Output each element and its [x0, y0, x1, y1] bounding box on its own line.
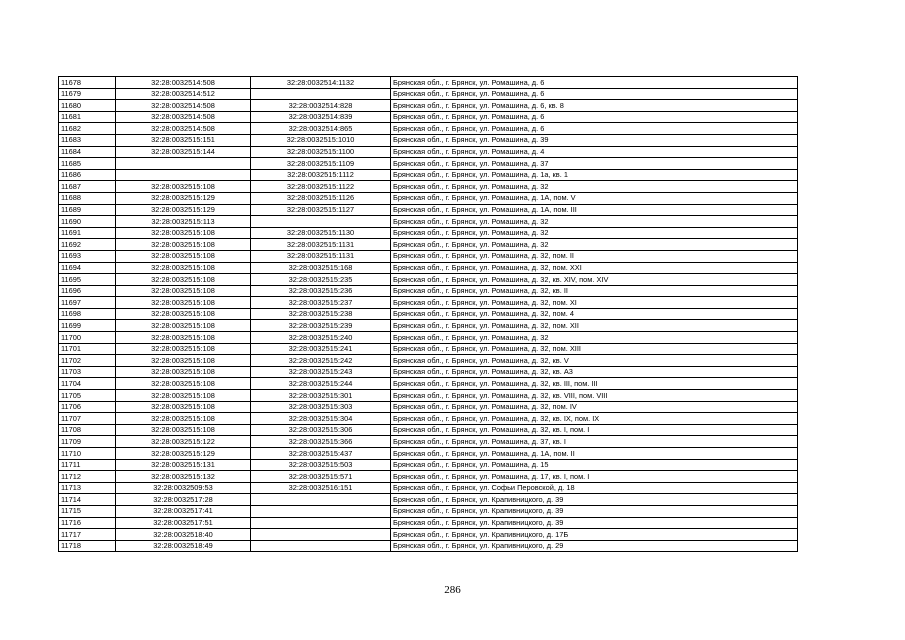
table-row [59, 250, 798, 262]
object-cadastral-number-cell: 32:28:0032515:243 [251, 366, 391, 378]
table-row [59, 262, 798, 274]
cadastral-number-cell: 32:28:0032515:108 [116, 413, 251, 425]
cadastral-number-cell: 32:28:0032515:129 [116, 448, 251, 460]
address-cell: Брянская обл., г. Брянск, ул. Ромашина, д. 32, пом. XI [391, 297, 798, 309]
table-row [59, 111, 798, 123]
registry-table [58, 76, 798, 552]
row-number-cell: 11698 [59, 308, 116, 320]
table-row [59, 343, 798, 355]
object-cadastral-number-cell: 32:28:0032515:1130 [251, 227, 391, 239]
cadastral-number-cell: 32:28:0032515:108 [116, 320, 251, 332]
row-number-cell: 11714 [59, 494, 116, 506]
row-number-cell: 11702 [59, 355, 116, 367]
table-row [59, 320, 798, 332]
table-row [59, 390, 798, 402]
row-number-cell: 11710 [59, 448, 116, 460]
address-cell: Брянская обл., г. Брянск, ул. Ромашина, д. 37, кв. I [391, 436, 798, 448]
row-number-cell: 11689 [59, 204, 116, 216]
row-number-cell: 11688 [59, 192, 116, 204]
object-cadastral-number-cell: 32:28:0032515:239 [251, 320, 391, 332]
address-cell: Брянская обл., г. Брянск, ул. Крапивницкого, д. 39 [391, 494, 798, 506]
cadastral-number-cell: 32:28:0032514:508 [116, 111, 251, 123]
row-number-cell: 11712 [59, 471, 116, 483]
cadastral-number-cell: 32:28:0032515:129 [116, 192, 251, 204]
address-cell: Брянская обл., г. Брянск, ул. Ромашина, д. 6, кв. 8 [391, 100, 798, 112]
row-number-cell: 11703 [59, 366, 116, 378]
address-cell: Брянская обл., г. Брянск, ул. Ромашина, д. 32 [391, 216, 798, 228]
cadastral-number-cell: 32:28:0032515:108 [116, 355, 251, 367]
object-cadastral-number-cell: 32:28:0032515:240 [251, 332, 391, 344]
table-row [59, 123, 798, 135]
cadastral-number-cell: 32:28:0032514:508 [116, 123, 251, 135]
table-row [59, 413, 798, 425]
object-cadastral-number-cell: 32:28:0032515:1131 [251, 239, 391, 251]
object-cadastral-number-cell: 32:28:0032515:242 [251, 355, 391, 367]
row-number-cell: 11695 [59, 274, 116, 286]
row-number-cell: 11686 [59, 169, 116, 181]
address-cell: Брянская обл., г. Брянск, ул. Ромашина, д. 6 [391, 111, 798, 123]
table-row [59, 134, 798, 146]
cadastral-number-cell: 32:28:0032515:132 [116, 471, 251, 483]
cadastral-number-cell: 32:28:0032515:108 [116, 239, 251, 251]
cadastral-number-cell: 32:28:0032515:131 [116, 459, 251, 471]
cadastral-number-cell: 32:28:0032515:108 [116, 297, 251, 309]
object-cadastral-number-cell: 32:28:0032515:168 [251, 262, 391, 274]
address-cell: Брянская обл., г. Брянск, ул. Ромашина, д. 32 [391, 181, 798, 193]
address-cell: Брянская обл., г. Брянск, ул. Ромашина, д. 1А, пом. V [391, 192, 798, 204]
table-row [59, 204, 798, 216]
object-cadastral-number-cell: 32:28:0032514:865 [251, 123, 391, 135]
table-row [59, 332, 798, 344]
row-number-cell: 11706 [59, 401, 116, 413]
table-row [59, 158, 798, 170]
cadastral-number-cell: 32:28:0032514:508 [116, 77, 251, 89]
row-number-cell: 11705 [59, 390, 116, 402]
address-cell: Брянская обл., г. Брянск, ул. Ромашина, д. 32 [391, 239, 798, 251]
object-cadastral-number-cell: 32:28:0032515:1112 [251, 169, 391, 181]
table-row [59, 378, 798, 390]
address-cell: Брянская обл., г. Брянск, ул. Ромашина, д. 32 [391, 227, 798, 239]
address-cell: Брянская обл., г. Брянск, ул. Ромашина, д. 32, кв. III, пом. III [391, 378, 798, 390]
row-number-cell: 11707 [59, 413, 116, 425]
cadastral-number-cell: 32:28:0032514:512 [116, 88, 251, 100]
row-number-cell: 11685 [59, 158, 116, 170]
table-row [59, 448, 798, 460]
cadastral-number-cell: 32:28:0032515:108 [116, 274, 251, 286]
cadastral-number-cell: 32:28:0032517:28 [116, 494, 251, 506]
table-row [59, 227, 798, 239]
cadastral-number-cell: 32:28:0032515:108 [116, 227, 251, 239]
table-row [59, 216, 798, 228]
cadastral-number-cell: 32:28:0032515:108 [116, 378, 251, 390]
table-row [59, 366, 798, 378]
address-cell: Брянская обл., г. Брянск, ул. Ромашина, д. 6 [391, 88, 798, 100]
row-number-cell: 11715 [59, 505, 116, 517]
table-row [59, 169, 798, 181]
table-row [59, 505, 798, 517]
object-cadastral-number-cell [251, 505, 391, 517]
cadastral-number-cell: 32:28:0032515:108 [116, 262, 251, 274]
cadastral-number-cell: 32:28:0032515:108 [116, 308, 251, 320]
object-cadastral-number-cell: 32:28:0032515:241 [251, 343, 391, 355]
cadastral-number-cell: 32:28:0032514:508 [116, 100, 251, 112]
table-row [59, 459, 798, 471]
cadastral-number-cell: 32:28:0032515:108 [116, 424, 251, 436]
address-cell: Брянская обл., г. Брянск, ул. Ромашина, д. 32, пом. XXI [391, 262, 798, 274]
object-cadastral-number-cell [251, 494, 391, 506]
object-cadastral-number-cell: 32:28:0032515:1109 [251, 158, 391, 170]
cadastral-number-cell: 32:28:0032518:49 [116, 540, 251, 552]
object-cadastral-number-cell: 32:28:0032515:306 [251, 424, 391, 436]
object-cadastral-number-cell: 32:28:0032515:236 [251, 285, 391, 297]
address-cell: Брянская обл., г. Брянск, ул. Ромашина, д. 32, пом. XIII [391, 343, 798, 355]
table-row [59, 529, 798, 541]
row-number-cell: 11704 [59, 378, 116, 390]
address-cell: Брянская обл., г. Брянск, ул. Ромашина, д. 32, пом. IV [391, 401, 798, 413]
table-row [59, 471, 798, 483]
table-row [59, 297, 798, 309]
row-number-cell: 11679 [59, 88, 116, 100]
address-cell: Брянская обл., г. Брянск, ул. Ромашина, д. 32, кв. I, пом. I [391, 424, 798, 436]
address-cell: Брянская обл., г. Брянск, ул. Крапивницкого, д. 17Б [391, 529, 798, 541]
row-number-cell: 11696 [59, 285, 116, 297]
object-cadastral-number-cell [251, 88, 391, 100]
object-cadastral-number-cell: 32:28:0032515:571 [251, 471, 391, 483]
object-cadastral-number-cell: 32:28:0032515:244 [251, 378, 391, 390]
table-row [59, 146, 798, 158]
table-row [59, 77, 798, 89]
address-cell: Брянская обл., г. Брянск, ул. Ромашина, д. 32, пом. XII [391, 320, 798, 332]
registry-table-body [59, 77, 798, 552]
cadastral-number-cell [116, 158, 251, 170]
cadastral-number-cell: 32:28:0032515:108 [116, 181, 251, 193]
row-number-cell: 11684 [59, 146, 116, 158]
address-cell: Брянская обл., г. Брянск, ул. Ромашина, д. 32, кв. А3 [391, 366, 798, 378]
row-number-cell: 11713 [59, 482, 116, 494]
address-cell: Брянская обл., г. Брянск, ул. Крапивницкого, д. 39 [391, 517, 798, 529]
address-cell: Брянская обл., г. Брянск, ул. Ромашина, д. 1А, пом. III [391, 204, 798, 216]
cadastral-number-cell: 32:28:0032515:113 [116, 216, 251, 228]
object-cadastral-number-cell: 32:28:0032515:1131 [251, 250, 391, 262]
row-number-cell: 11681 [59, 111, 116, 123]
address-cell: Брянская обл., г. Брянск, ул. Ромашина, д. 32, кв. V [391, 355, 798, 367]
table-row [59, 436, 798, 448]
object-cadastral-number-cell: 32:28:0032515:301 [251, 390, 391, 402]
cadastral-number-cell: 32:28:0032517:41 [116, 505, 251, 517]
object-cadastral-number-cell: 32:28:0032515:437 [251, 448, 391, 460]
cadastral-number-cell: 32:28:0032515:151 [116, 134, 251, 146]
table-row [59, 181, 798, 193]
cadastral-number-cell: 32:28:0032509:53 [116, 482, 251, 494]
object-cadastral-number-cell: 32:28:0032515:366 [251, 436, 391, 448]
address-cell: Брянская обл., г. Брянск, ул. Крапивницкого, д. 39 [391, 505, 798, 517]
row-number-cell: 11690 [59, 216, 116, 228]
cadastral-number-cell: 32:28:0032515:144 [116, 146, 251, 158]
row-number-cell: 11692 [59, 239, 116, 251]
address-cell: Брянская обл., г. Брянск, ул. Ромашина, д. 32, кв. VIII, пом. VIII [391, 390, 798, 402]
row-number-cell: 11709 [59, 436, 116, 448]
table-row [59, 355, 798, 367]
table-row [59, 424, 798, 436]
object-cadastral-number-cell [251, 540, 391, 552]
table-row [59, 239, 798, 251]
table-row [59, 517, 798, 529]
address-cell: Брянская обл., г. Брянск, ул. Ромашина, д. 1А, пом. II [391, 448, 798, 460]
row-number-cell: 11701 [59, 343, 116, 355]
row-number-cell: 11687 [59, 181, 116, 193]
address-cell: Брянская обл., г. Брянск, ул. Ромашина, д. 6 [391, 77, 798, 89]
address-cell: Брянская обл., г. Брянск, ул. Ромашина, д. 32, кв. XIV, пом. XIV [391, 274, 798, 286]
object-cadastral-number-cell [251, 216, 391, 228]
cadastral-number-cell: 32:28:0032515:108 [116, 390, 251, 402]
address-cell: Брянская обл., г. Брянск, ул. Ромашина, д. 32, пом. 4 [391, 308, 798, 320]
row-number-cell: 11683 [59, 134, 116, 146]
cadastral-number-cell: 32:28:0032515:108 [116, 285, 251, 297]
table-row [59, 540, 798, 552]
address-cell: Брянская обл., г. Брянск, ул. Крапивницкого, д. 29 [391, 540, 798, 552]
cadastral-number-cell [116, 169, 251, 181]
object-cadastral-number-cell: 32:28:0032515:503 [251, 459, 391, 471]
table-row [59, 401, 798, 413]
address-cell: Брянская обл., г. Брянск, ул. Ромашина, д. 17, кв. I, пом. I [391, 471, 798, 483]
row-number-cell: 11678 [59, 77, 116, 89]
address-cell: Брянская обл., г. Брянск, ул. Ромашина, д. 39 [391, 134, 798, 146]
object-cadastral-number-cell: 32:28:0032515:304 [251, 413, 391, 425]
row-number-cell: 11693 [59, 250, 116, 262]
object-cadastral-number-cell: 32:28:0032515:237 [251, 297, 391, 309]
cadastral-number-cell: 32:28:0032518:40 [116, 529, 251, 541]
cadastral-number-cell: 32:28:0032515:108 [116, 250, 251, 262]
row-number-cell: 11699 [59, 320, 116, 332]
object-cadastral-number-cell: 32:28:0032515:238 [251, 308, 391, 320]
table-row [59, 100, 798, 112]
row-number-cell: 11697 [59, 297, 116, 309]
table-row [59, 285, 798, 297]
address-cell: Брянская обл., г. Брянск, ул. Софьи Перовской, д. 18 [391, 482, 798, 494]
object-cadastral-number-cell: 32:28:0032515:1127 [251, 204, 391, 216]
row-number-cell: 11694 [59, 262, 116, 274]
row-number-cell: 11682 [59, 123, 116, 135]
cadastral-number-cell: 32:28:0032515:122 [116, 436, 251, 448]
cadastral-number-cell: 32:28:0032515:108 [116, 332, 251, 344]
row-number-cell: 11708 [59, 424, 116, 436]
table-row [59, 274, 798, 286]
address-cell: Брянская обл., г. Брянск, ул. Ромашина, д. 6 [391, 123, 798, 135]
object-cadastral-number-cell: 32:28:0032514:1132 [251, 77, 391, 89]
address-cell: Брянская обл., г. Брянск, ул. Ромашина, д. 32, пом. II [391, 250, 798, 262]
address-cell: Брянская обл., г. Брянск, ул. Ромашина, д. 15 [391, 459, 798, 471]
table-row [59, 192, 798, 204]
address-cell: Брянская обл., г. Брянск, ул. Ромашина, д. 32 [391, 332, 798, 344]
row-number-cell: 11717 [59, 529, 116, 541]
cadastral-number-cell: 32:28:0032515:108 [116, 343, 251, 355]
object-cadastral-number-cell: 32:28:0032515:1100 [251, 146, 391, 158]
address-cell: Брянская обл., г. Брянск, ул. Ромашина, д. 1а, кв. 1 [391, 169, 798, 181]
row-number-cell: 11718 [59, 540, 116, 552]
row-number-cell: 11691 [59, 227, 116, 239]
object-cadastral-number-cell: 32:28:0032515:235 [251, 274, 391, 286]
object-cadastral-number-cell: 32:28:0032514:828 [251, 100, 391, 112]
object-cadastral-number-cell: 32:28:0032515:303 [251, 401, 391, 413]
row-number-cell: 11711 [59, 459, 116, 471]
table-row [59, 88, 798, 100]
table-row [59, 308, 798, 320]
cadastral-number-cell: 32:28:0032515:108 [116, 401, 251, 413]
cadastral-number-cell: 32:28:0032515:108 [116, 366, 251, 378]
address-cell: Брянская обл., г. Брянск, ул. Ромашина, д. 32, кв. II [391, 285, 798, 297]
object-cadastral-number-cell: 32:28:0032515:1126 [251, 192, 391, 204]
address-cell: Брянская обл., г. Брянск, ул. Ромашина, д. 32, кв. IX, пом. IX [391, 413, 798, 425]
cadastral-number-cell: 32:28:0032517:51 [116, 517, 251, 529]
object-cadastral-number-cell: 32:28:0032514:839 [251, 111, 391, 123]
object-cadastral-number-cell: 32:28:0032515:1122 [251, 181, 391, 193]
object-cadastral-number-cell [251, 517, 391, 529]
page-number: 286 [444, 584, 461, 596]
address-cell: Брянская обл., г. Брянск, ул. Ромашина, д. 37 [391, 158, 798, 170]
row-number-cell: 11700 [59, 332, 116, 344]
object-cadastral-number-cell [251, 529, 391, 541]
object-cadastral-number-cell: 32:28:0032515:1010 [251, 134, 391, 146]
address-cell: Брянская обл., г. Брянск, ул. Ромашина, д. 4 [391, 146, 798, 158]
object-cadastral-number-cell: 32:28:0032516:151 [251, 482, 391, 494]
table-row [59, 482, 798, 494]
row-number-cell: 11680 [59, 100, 116, 112]
table-row [59, 494, 798, 506]
cadastral-number-cell: 32:28:0032515:129 [116, 204, 251, 216]
row-number-cell: 11716 [59, 517, 116, 529]
